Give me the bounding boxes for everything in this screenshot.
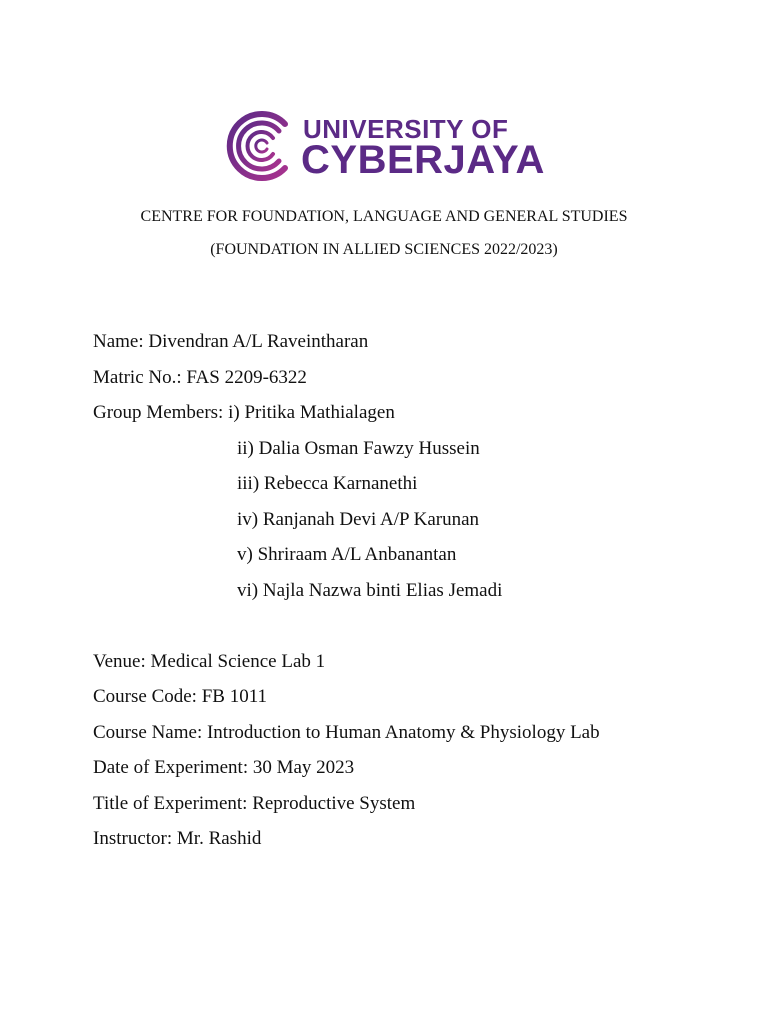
group-member-5: v) Shriraam A/L Anbanantan: [237, 544, 457, 565]
course-name: Course Name: Introduction to Human Anatomy & Physiology Lab: [93, 722, 600, 743]
course-code: Course Code: FB 1011: [93, 686, 267, 707]
logo-text-cyberjaya: CYBERJAYA: [301, 138, 545, 182]
logo-text-university-of: UNIVERSITY OF: [303, 114, 509, 144]
group-members-label: Group Members: i) Pritika Mathialagen: [93, 402, 395, 423]
venue: Venue: Medical Science Lab 1: [93, 651, 326, 672]
group-member-6: vi) Najla Nazwa binti Elias Jemadi: [237, 580, 503, 601]
experiment-date: Date of Experiment: 30 May 2023: [93, 757, 355, 778]
university-logo: [219, 110, 559, 182]
group-member-2: ii) Dalia Osman Fawzy Hussein: [237, 438, 480, 459]
centre-heading: CENTRE FOR FOUNDATION, LANGUAGE AND GENERAL STUDIES: [140, 208, 628, 225]
group-member-3: iii) Rebecca Karnanethi: [237, 473, 418, 494]
matric-number: Matric No.: FAS 2209-6322: [93, 367, 307, 388]
student-name: Name: Divendran A/L Raveintharan: [93, 331, 369, 352]
programme-heading: (FOUNDATION IN ALLIED SCIENCES 2022/2023): [210, 241, 558, 258]
logo-c-emblem-icon: [219, 110, 299, 182]
instructor: Instructor: Mr. Rashid: [93, 828, 262, 849]
experiment-title: Title of Experiment: Reproductive System: [93, 793, 416, 814]
group-member-4: iv) Ranjanah Devi A/P Karunan: [237, 509, 480, 530]
